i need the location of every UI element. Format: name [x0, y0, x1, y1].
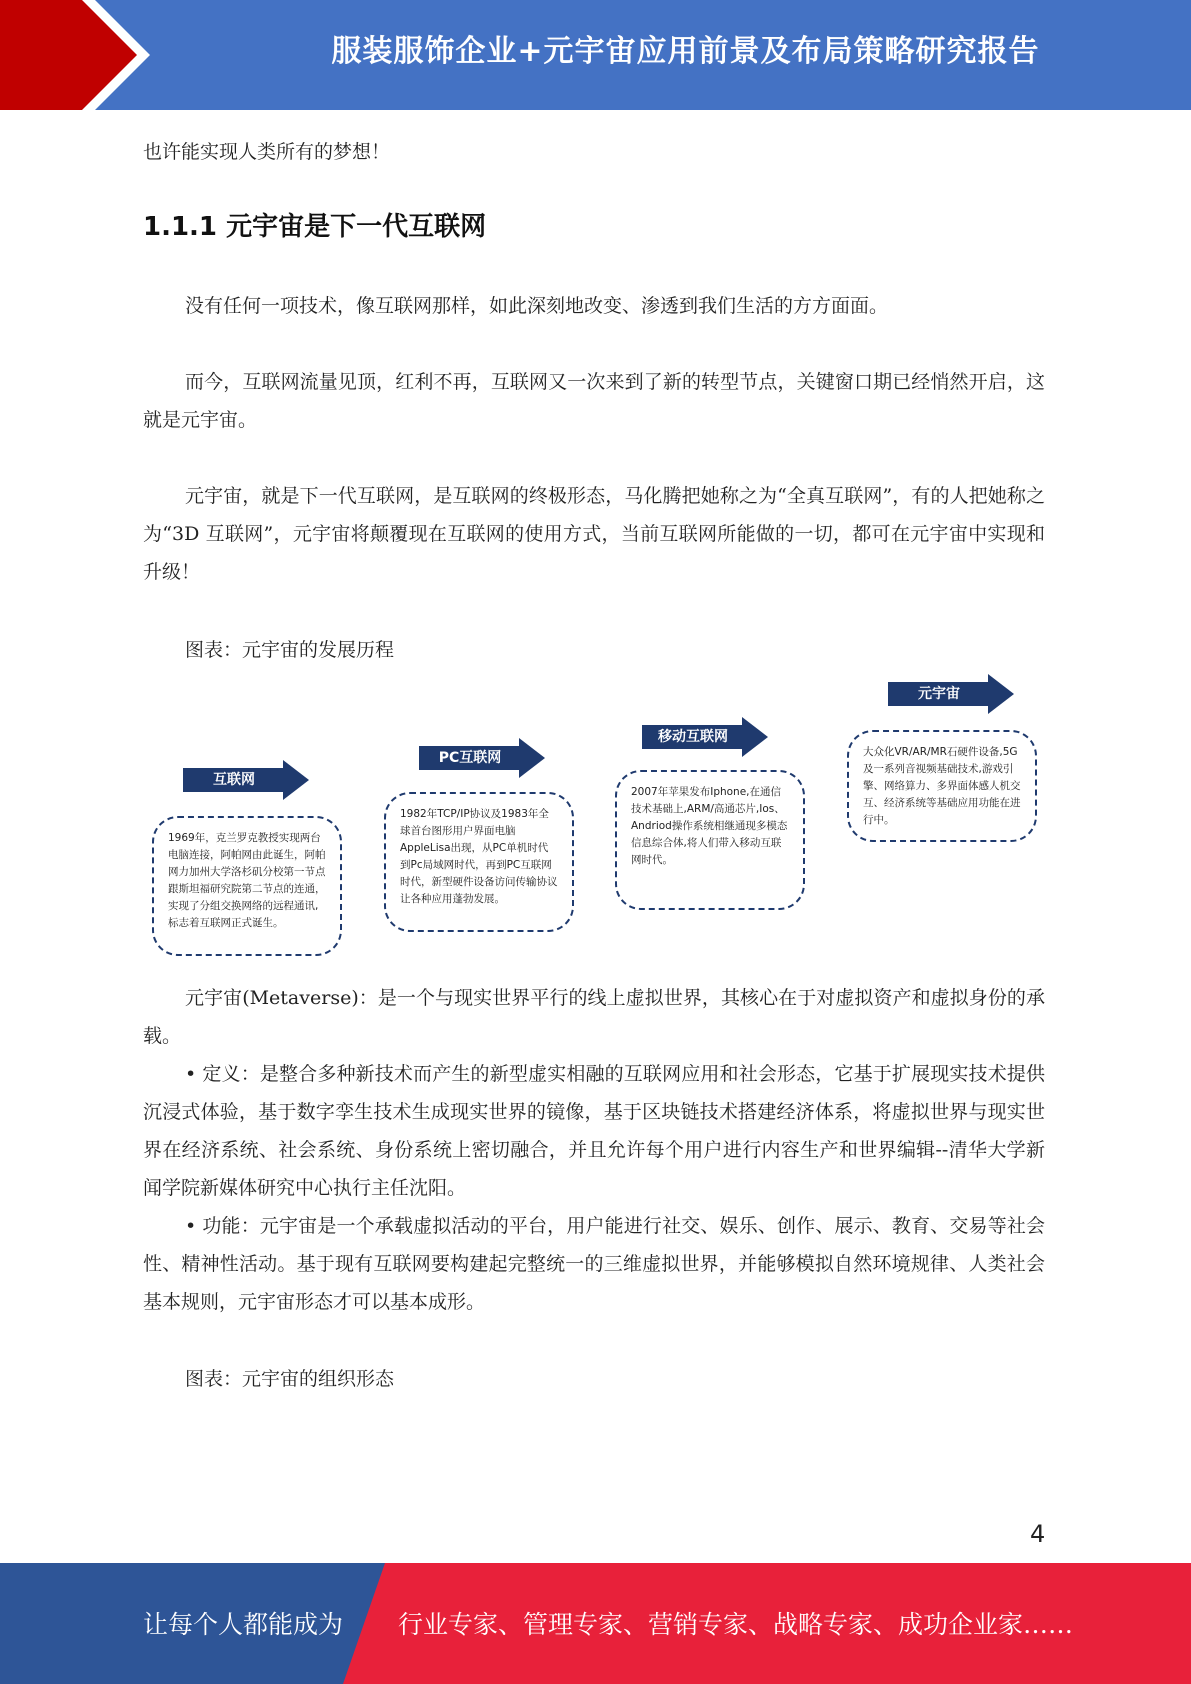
- page-number: 4: [1030, 1520, 1046, 1548]
- bullet-definition: • 定义：是整合多种新技术而产生的新型虚实相融的互联网应用和社会形态，它基于扩展现实技术提供沉浸式体验，基于数字孪生技术生成现实世界的镜像，基于区块链技术搭建经济体系，将虚拟世界与现实世界在经济系统、社会系统、身份系统上密切融合，并且允许每个用户进行内容生产和世界编辑--清华大学新闻学院新媒体研究中心执行主任沈阳。: [143, 1063, 1045, 1199]
- footer-slogan-left: 让每个人都能成为: [143, 1610, 344, 1639]
- timeline-stage-description: 大众化VR/AR/MR石硬件设备,5G及一系列音视频基础技术,游戏引擎、网络算力、多界面体感人机交互、经济系统等基础应用功能在进行中。: [847, 730, 1037, 842]
- report-title: 服装服饰企业+元宇宙应用前景及布局策略研究报告: [331, 34, 1040, 69]
- header-chevron-decoration: [0, 0, 160, 110]
- timeline-stage-label: 互联网: [183, 768, 285, 792]
- timeline-arrow-internet: [183, 760, 311, 800]
- bullet-function: • 功能：元宇宙是一个承载虚拟活动的平台，用户能进行社交、娱乐、创作、展示、教育、交易等社会性、精神性活动。基于现有互联网要构建起完整统一的三维虚拟世界，并能够模拟自然环境规律、人类社会基本规则，元宇宙形态才可以基本成形。: [143, 1215, 1045, 1313]
- timeline-arrow-mobile-internet: [642, 717, 770, 757]
- footer-slogan-right: 行业专家、管理专家、营销专家、战略专家、成功企业家……: [398, 1610, 1074, 1639]
- timeline-stage-description: 1982年TCP/IP协议及1983年全球首台图形用户界面电脑AppleLisa出现，从PC单机时代到Pc局域网时代，再到PC互联网时代，新型硬件设备访问传输协议让各种应用蓬勃发展。: [384, 792, 574, 932]
- timeline-stage-label: PC互联网: [419, 746, 521, 770]
- paragraph-2: 而今，互联网流量见顶，红利不再，互联网又一次来到了新的转型节点，关键窗口期已经悄然开启，这就是元宇宙。: [143, 371, 1045, 431]
- metaverse-timeline-figure: [140, 664, 1040, 964]
- timeline-stage-label: 移动互联网: [642, 725, 744, 749]
- paragraph-1: 没有任何一项技术，像互联网那样，如此深刻地改变、渗透到我们生活的方方面面。: [185, 295, 889, 317]
- page-footer: [0, 1563, 1191, 1684]
- timeline-stage-description: 1969年，克兰罗克教授实现两台电脑连接，阿帕网由此诞生，阿帕网力加州大学洛杉矶分校第一节点跟斯坦福研究院第二节点的连通，实现了分组交换网络的远程通讯,标志着互联网正式诞生。: [152, 816, 342, 956]
- figure-1-caption: 图表：元宇宙的发展历程: [185, 639, 395, 661]
- metaverse-definition: 元宇宙(Metaverse)：是一个与现实世界平行的线上虚拟世界，其核心在于对虚拟资产和虚拟身份的承载。: [143, 987, 1045, 1047]
- page-header: [0, 0, 1191, 110]
- timeline-stage-description: 2007年苹果发布Iphone,在通信技术基础上,ARM/高通芯片,Ios、Andriod操作系统相继通现多模态信息综合体,将人们带入移动互联网时代。: [615, 770, 805, 910]
- figure-2-caption: 图表：元宇宙的组织形态: [185, 1368, 395, 1390]
- timeline-stage-label: 元宇宙: [888, 682, 990, 706]
- timeline-arrow-pc-internet: [419, 738, 547, 778]
- section-heading: 1.1.1 元宇宙是下一代互联网: [143, 212, 487, 242]
- paragraph-3: 元宇宙，就是下一代互联网，是互联网的终极形态，马化腾把她称之为“全真互联网”，有的人把她称之为“3D 互联网”，元宇宙将颠覆现在互联网的使用方式，当前互联网所能做的一切，都可在元宇宙中实现和升级！: [143, 485, 1045, 583]
- timeline-arrow-metaverse: [888, 674, 1016, 714]
- intro-continuation: 也许能实现人类所有的梦想！: [143, 141, 391, 163]
